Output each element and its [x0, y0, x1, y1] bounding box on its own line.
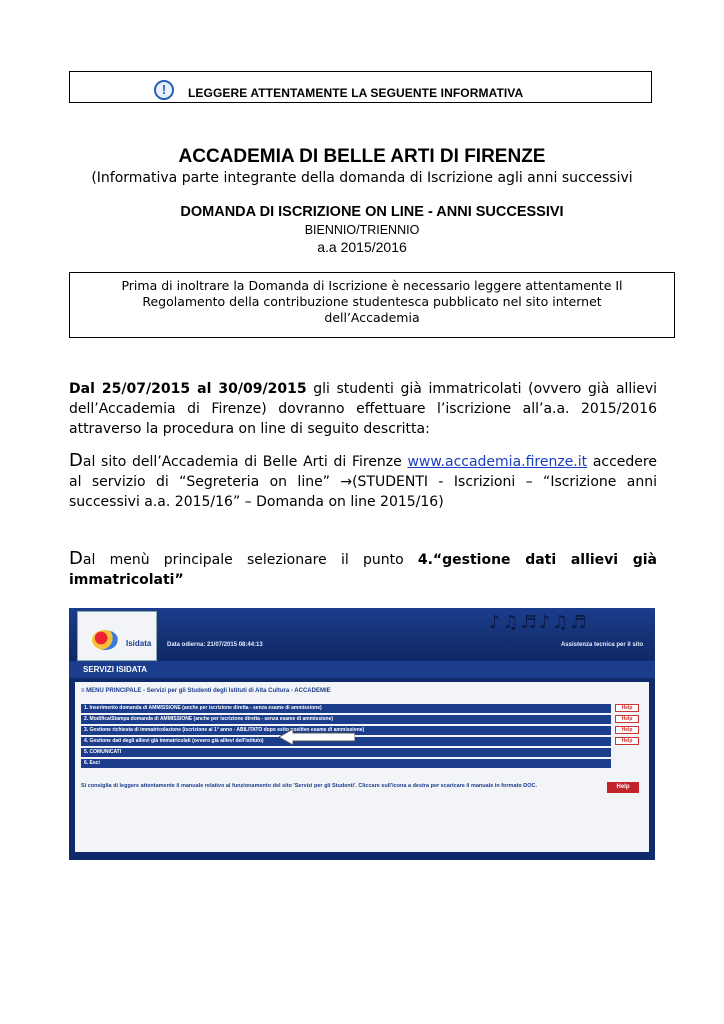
date-range: Dal 25/07/2015 al 30/09/2015 [69, 381, 307, 397]
exclamation-circle-icon: ! [154, 80, 174, 100]
servizi-bar [69, 661, 655, 678]
menu-title: ≡ MENU PRINCIPALE - Servizi per gli Studenti degli Istituti di Alta Cultura - ACCADEMIE [81, 688, 331, 694]
help-button[interactable]: Help [615, 726, 639, 734]
menu-item-4[interactable]: 4. Gestione dati degli allievi già immatricolati (ovvero già allievi dell'istituto) [81, 737, 611, 746]
menu-item[interactable]: 2. Modifica\Stampa domanda di AMMISSIONE (anche per iscrizione diretta - senza esame di ammissione) [81, 715, 611, 724]
current-date: Data odierna: 21/07/2015 08:44:13 [167, 642, 263, 648]
menu-item[interactable]: 5. COMUNICATI [81, 748, 611, 757]
paragraph-text: al sito dell’Accademia di Belle Arti di Firenze [82, 454, 408, 470]
menu-item[interactable]: 3. Gestione richiesta di immatricolazione (iscrizione al 1° anno - ABILITATO dopo esito positivo esame di ammissione) [81, 726, 611, 735]
page-title: ACCADEMIA DI BELLE ARTI DI FIRENZE [178, 146, 546, 167]
drop-letter: D [69, 548, 83, 569]
level-label: BIENNIO/TRIENNIO [304, 223, 420, 237]
paragraph-menu [69, 549, 657, 590]
notice-box [69, 71, 652, 103]
music-notes-icon: ♪♫♬♪♫♬ [489, 612, 589, 633]
paragraph-text: al menù principale selezionare il punto [82, 552, 418, 568]
paragraph-text: gli studenti già immatricolati (ovvero già allievi dell’Accademia di Firenze) dovranno effettuare l’iscrizione all’a.a. 2015/2016 attraverso la procedura on line di seguito descritta: [69, 381, 657, 437]
menu-item-ref: 4.“gestione dati allievi già immatricolati” [69, 552, 658, 588]
academic-year: a.a 2015/2016 [317, 239, 407, 255]
tech-support-link[interactable]: Assistenza tecnica per il sito [560, 642, 643, 648]
help-doc-button[interactable]: Help [607, 782, 639, 793]
academy-link[interactable]: www.accademia.firenze.it [407, 454, 588, 470]
help-button[interactable]: Help [615, 737, 639, 745]
pointer-arrow-icon [279, 729, 355, 745]
paragraph-site [69, 451, 657, 512]
isidata-logo [77, 611, 157, 661]
paragraph-text: accedere al servizio di “Segreteria on line” →(STUDENTI - Iscrizioni – “Iscrizione anni successivi a.a. 2015/16” – Domanda on line 2015/16) [69, 454, 657, 510]
page-subtitle: (Informativa parte integrante della domanda di Iscrizione agli anni successivi [91, 170, 633, 186]
info-line: Regolamento della contribuzione studentesca pubblicato nel sito internet [142, 294, 602, 309]
menu-item[interactable]: 6. Esci [81, 759, 611, 768]
drop-letter: D [69, 450, 83, 471]
info-line: dell’Accademia [324, 310, 420, 325]
servizi-label: SERVIZI ISIDATA [83, 665, 148, 674]
info-line: Prima di inoltrare la Domanda di Iscrizione è necessario leggere attentamente Il [121, 278, 623, 293]
help-button[interactable]: Help [615, 715, 639, 723]
help-button[interactable]: Help [615, 704, 639, 712]
logo-text: Isidata [126, 639, 152, 648]
palette-icon [92, 630, 118, 650]
embedded-screenshot [69, 608, 655, 860]
notice-text: LEGGERE ATTENTAMENTE LA SEGUENTE INFORMATIVA [188, 86, 524, 100]
manual-note: Si consiglia di leggere attentamente il manuale relativo al funzionamento del sito 'Servizi per gli Studenti'. Cliccare sull'icona a destra per scaricare il manuale in formato DOC. [81, 783, 537, 789]
menu-item[interactable]: 1. Inserimento domanda di AMMISSIONE (anche per iscrizione diretta - senza esame di ammissione) [81, 704, 611, 713]
info-box [69, 272, 675, 338]
paragraph-dates [69, 379, 657, 439]
section-heading: DOMANDA DI ISCRIZIONE ON LINE - ANNI SUCCESSIVI [180, 204, 564, 220]
